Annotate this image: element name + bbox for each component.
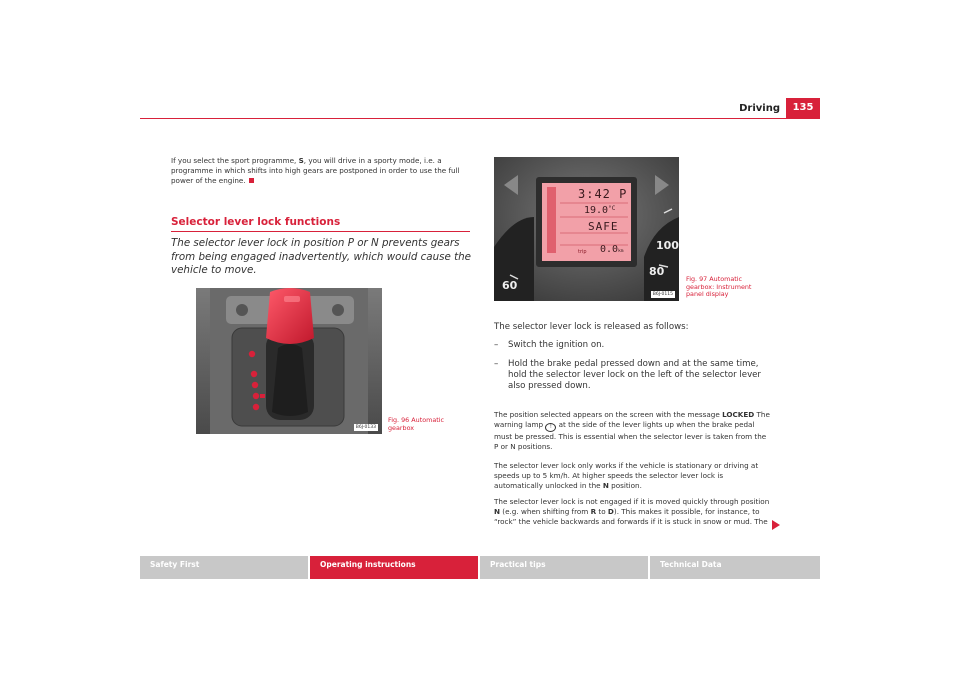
footer-tab-practical-tips[interactable]: Practical tips [490,560,546,569]
display-time: 3:42 [578,187,611,201]
figure-97-instrument-panel [494,157,679,301]
list-dash: – [494,340,499,350]
display-trip-unit: km [618,249,624,254]
display-time-gear [578,187,627,201]
display-temperature [584,205,615,216]
figure-96-caption: Fig. 96 Automatic gearbox [388,416,445,432]
text-fragment: If you select the sport programme, [171,156,299,165]
text-bold: N [494,507,501,517]
display-temp-unit: °C [608,205,616,212]
footer-tab-operating-instructions[interactable]: Operating instructions [320,560,416,569]
paragraph-locked-message [494,410,772,453]
instrument-panel-illustration [494,157,679,301]
text-fragment: position. [608,481,642,491]
brake-warning-icon: ! [545,423,556,432]
section-intro: The selector lever lock in position P or N prevents gears from being engaged inadvertently, which would cause the vehicle to move. [171,237,472,276]
text-fragment: to [596,507,608,517]
page-number: 135 [786,98,820,118]
display-temp-value: 19.0 [584,205,609,216]
list-dash: – [494,359,499,369]
figure-97-caption: Fig. 97 Automatic gearbox: Instrument panel display [686,275,752,299]
text-bold: S [298,156,304,165]
display-trip-label: trip [578,249,587,255]
text-fragment: (e.g. when shifting from [500,507,591,517]
paragraph-rocking [494,497,772,528]
paragraph-sport-programme [171,156,471,187]
gauge-label-80: 80 [649,265,665,278]
display-trip [600,244,623,255]
display-gear: P [619,187,628,201]
gauge-label-60: 60 [502,279,518,292]
text-fragment: The position selected appears on the screen with the message [494,410,723,419]
paragraph-speed-limit [494,461,772,492]
list-item-text: Switch the ignition on. [508,340,605,350]
text-fragment: The selector lever lock is not engaged if it is moved quickly through position [494,497,770,506]
display-trip-value: 0.0 [600,244,619,255]
text-fragment: The warning lamp [494,410,770,430]
text-bold: LOCKED [722,410,755,419]
text-fragment: , you will drive in a sporty mode, i.e. a programme in which shifts into high gears are postponed in order to use the full power of the engine. [171,156,460,186]
gauge-label-100: 100 [656,239,679,252]
footer-tab-technical-data[interactable]: Technical Data [660,560,722,569]
section-title: Selector lever lock functions [171,216,341,228]
text-bold: R [590,507,597,517]
end-marker-icon [249,178,254,183]
text-bold: N [602,481,609,491]
text-fragment: ). This makes it possible, for instance, to “rock” the vehicle backwards and forwards if it is stuck in snow or mud. The [494,507,768,527]
continue-arrow-icon[interactable] [772,520,780,530]
section-divider [171,231,470,232]
text-fragment: The selector lever lock only works if the vehicle is stationary or driving at speeds up to 5 km/h. At higher speeds the selector lever lock is automatically unlocked in the [494,461,759,491]
footer-tab-safety-first[interactable]: Safety First [150,560,200,569]
figure-96-gear-selector [196,288,382,434]
figure-code: B6J-0115 [652,292,673,297]
figure-code: B6J-0133 [355,425,376,430]
display-message: SAFE [588,220,619,233]
header-divider [140,118,820,119]
list-intro: The selector lever lock is released as follows: [494,322,689,332]
list-item-text: Hold the brake pedal pressed down and at the same time, hold the selector lever lock on the left of the selector lever also pressed down. [508,359,761,392]
text-fragment: at the side of the lever lights up when the brake pedal must be pressed. This is essential when the selector lever is taken from the P or N positions. [494,420,767,452]
section-header: Driving [739,103,780,114]
text-bold: D [607,507,614,517]
gear-selector-illustration [196,288,382,434]
